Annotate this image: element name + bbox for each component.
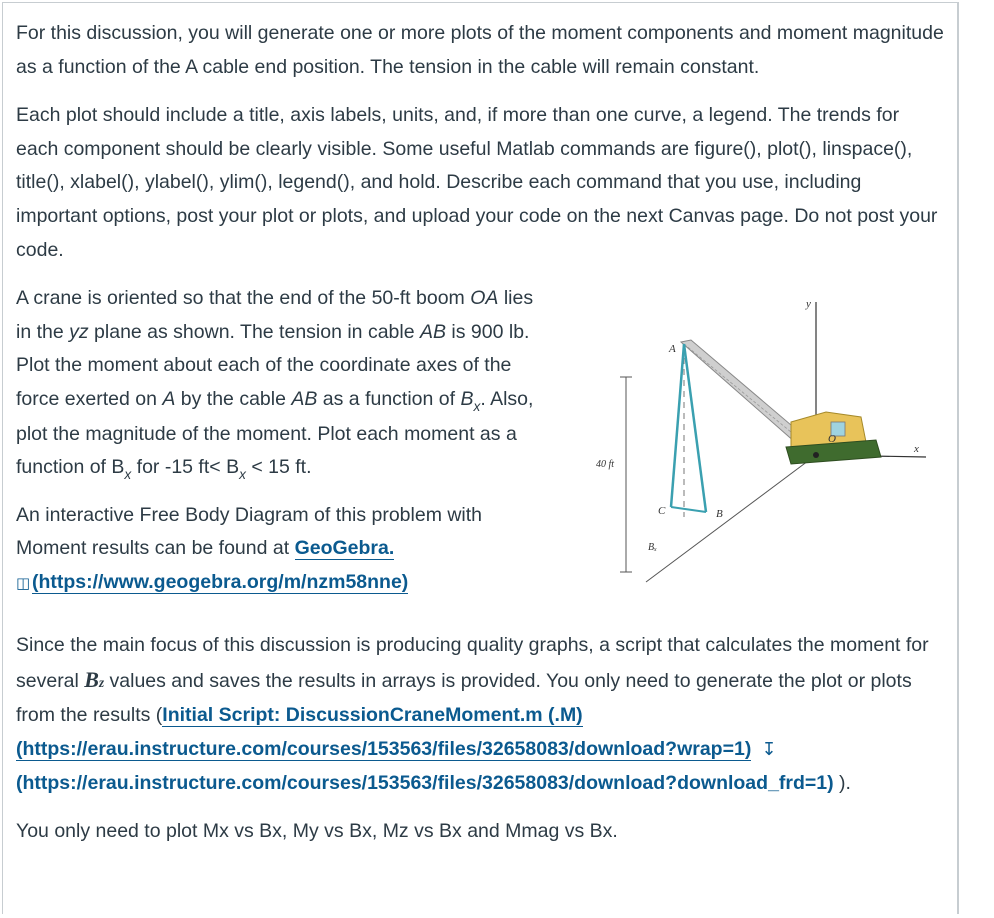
requirements-paragraph: Each plot should include a title, axis labels, units, and, if more than one curve, a legend. The trends for each component should be clearly visible. Some useful Matlab commands are figure(), plot(), linspace(), title(), xlabel(), ylabel(), ylim(), legend(), and hold. Describe each command that you use, including important options, post your plot or plots, and upload your code on the next Canvas page. Do not post your code. [16,104,938,261]
script-download-link[interactable]: (https://erau.instructure.com/courses/153563/files/32658083/download?download_frd=1) [16,771,834,794]
point-o-label: O [828,433,836,446]
intro-paragraph: For this discussion, you will generate one or more plots of the moment components and moment magnitude as a function of the A cable end position. The tension in the cable will remain constant. [16,22,944,78]
point-b-label: B [716,508,723,521]
x-axis-label: x [914,443,919,456]
discussion-content [16,17,946,864]
geogebra-link[interactable]: GeoGebra. [294,537,395,560]
height-label: 40 ft [596,459,615,471]
script-wrap-link[interactable]: (https://erau.instructure.com/courses/153563/files/32658083/download?wrap=1) [16,737,752,760]
bx-label: Bₓ [648,542,657,554]
external-link-icon: ◫ [16,574,31,592]
download-icon[interactable]: ↧ [761,738,777,759]
cable-ac [671,344,684,507]
point-c-label: C [658,505,666,518]
z-axis [646,455,816,582]
problem-section [16,282,946,629]
geogebra-url-link[interactable]: (https://www.geogebra.org/m/nzm58nne) [32,570,409,593]
final-instruction: You only need to plot Mx vs Bx, My vs Bx, Mz vs Bx and Mmag vs Bx. [16,820,618,843]
cable-ab [684,344,706,512]
scrollbar[interactable] [957,2,959,914]
problem-statement: A crane is oriented so that the end of the 50-ft boom OA lies in the yz plane as shown. The tension in cable AB is 900 lb. Plot the moment about each of the coordinate axes of the force exerted on A by the cable AB as a function of $B_x$. Also, plot the magnitude of the moment. Plot each moment as a function of $B_x$ for -15 $ft< B_x < 15$ ft. [16,287,534,483]
point-o [813,452,819,458]
initial-script-link[interactable]: Initial Script: DiscussionCraneMoment.m (.M) [162,704,583,727]
script-paragraph: Since the main focus of this discussion is producing quality graphs, a script that calculates the moment for several Bz values and saves the results in arrays is provided. You only need to generate the plot or plots from the results (Initial Script: DiscussionCraneMoment.m (.M) (https://erau.instructure.com/courses/153563/files/32658083/download?wrap=1) ↧ (https://erau.instructure.com/courses/153563/files/32658083/download?download_frd=1) ). [16,634,929,794]
geogebra-paragraph: An interactive Free Body Diagram of this problem with Moment results can be found at GeoGebra. ◫(https://www.geogebra.org/m/nzm58nne) [16,499,536,601]
bz-symbol: Bz [84,666,105,692]
crane-diagram [576,282,956,602]
y-axis-label: y [806,298,811,311]
point-a-label: A [669,343,676,356]
